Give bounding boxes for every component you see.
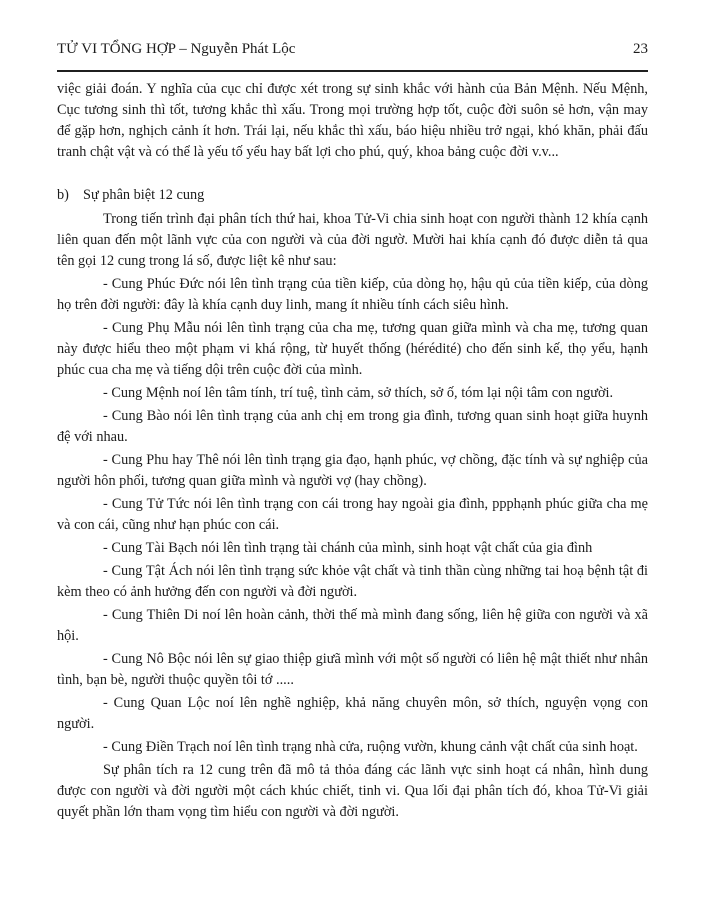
paragraph: - Cung Bào nói lên tình trạng của anh chị em trong gia đình, tương quan sinh hoạt giữa huynh đệ với nhau. [57, 408, 648, 445]
section-heading-marker: b) [57, 187, 69, 203]
section-heading [57, 185, 648, 206]
page-number: 23 [633, 41, 648, 57]
paragraph: - Cung Tài Bạch nói lên tình trạng tài chánh của mình, sinh hoạt vật chất của gia đình [103, 540, 593, 556]
paragraph: - Cung Phụ Mẫu nói lên tình trạng của cha mẹ, tương quan giữa mình và cha mẹ, tương quan này được hiểu theo một phạm vi khá rộng, từ huyết thống (hérédité) cho đến sinh kế, thọ yểu, hạnh phúc cua cha mẹ và tiếng dội trên cuộc đời của mình. [57, 320, 648, 378]
paragraph-lead: việc giải đoán. Y nghĩa của cục chỉ được xét trong sự sinh khắc với hành của Bản Mệnh. Nếu Mệnh, Cục tương sinh thì tốt, tương khắc thì xấu. Trong mọi trường hợp tốt, cuộc đời suôn sẻ hơn, vận may để gặp hơn, nghịch cảnh ít hơn. Trái lại, nếu khắc thì xấu, báo hiệu nhiều trở ngại, khó khăn, phải đấu tranh chật vật và có thể là yếu tố yểu hay bất lợi cho phú, quý, khoa bảng cuộc đời v.v... [57, 81, 648, 160]
paragraph: - Cung Phúc Đức nói lên tình trạng của tiền kiếp, của dòng họ, hậu qủ của tiền kiếp, của dòng họ trên đời người: đây là khía cạnh duy linh, mang ít nhiều tính cách siêu hình. [57, 276, 648, 313]
page-body [57, 79, 648, 823]
section-heading-title: Sự phân biệt 12 cung [83, 187, 205, 203]
paragraph: - Cung Nô Bộc nói lên sự giao thiệp giưã mình với một số người có liên hệ mật thiết như nhân tình, bạn bè, người thuộc quyền tôi tớ ..... [57, 651, 648, 688]
paragraph: - Cung Quan Lộc noí lên nghề nghiệp, khả năng chuyên môn, sở thích, nguyện vọng con người. [57, 695, 648, 732]
paragraph: Trong tiến trình đại phân tích thứ hai, khoa Tử-Vi chia sinh hoạt con người thành 12 khía cạnh liên quan đến một lãnh vực của con người và của đời ngườ. Mười hai khía cạnh đó được diễn tả qua tên gọi 12 cung trong lá số, được liệt kê như sau: [57, 211, 648, 269]
book-title: TỬ VI TỔNG HỢP – Nguyễn Phát Lộc [57, 41, 296, 57]
paragraph: Sự phân tích ra 12 cung trên đã mô tả thỏa đáng các lãnh vực sinh hoạt cá nhân, hình dung được con người và đời người một cách khúc chiết, tinh vi. Qua lối đại phân tích đó, khoa Tử-Vi giải quyết phần lớn tham vọng tìm hiểu con người và đời người. [57, 762, 648, 820]
paragraph: - Cung Thiên Di noí lên hoàn cảnh, thời thế mà mình đang sống, liên hệ giữa con người và xã hội. [57, 607, 648, 644]
paragraph: - Cung Tật Ách nói lên tình trạng sức khỏe vật chất và tinh thần cùng những tai hoạ bệnh tật đi kèm theo có ảnh hưởng đến con người và đời người. [57, 563, 648, 600]
paragraph: - Cung Mệnh noí lên tâm tính, trí tuệ, tình cảm, sở thích, sở ố, tóm lại nội tâm con người. [103, 385, 614, 401]
running-header [57, 40, 648, 58]
header-rule [57, 70, 648, 72]
paragraph: - Cung Phu hay Thê nói lên tình trạng gia đạo, hạnh phúc, vợ chồng, đặc tính và sự nghiệp của người hôn phối, tương quan giữa mình và người vợ (hay chồng). [57, 452, 648, 489]
paragraph: - Cung Tử Tức nói lên tình trạng con cái trong hay ngoài gia đình, ppphạnh phúc giữa cha mẹ và con cái, cũng như hạn phúc con cái. [57, 496, 648, 533]
paragraph: - Cung Điền Trạch noí lên tình trạng nhà cửa, ruộng vườn, khung cảnh vật chất của sinh hoạt. [103, 739, 638, 755]
